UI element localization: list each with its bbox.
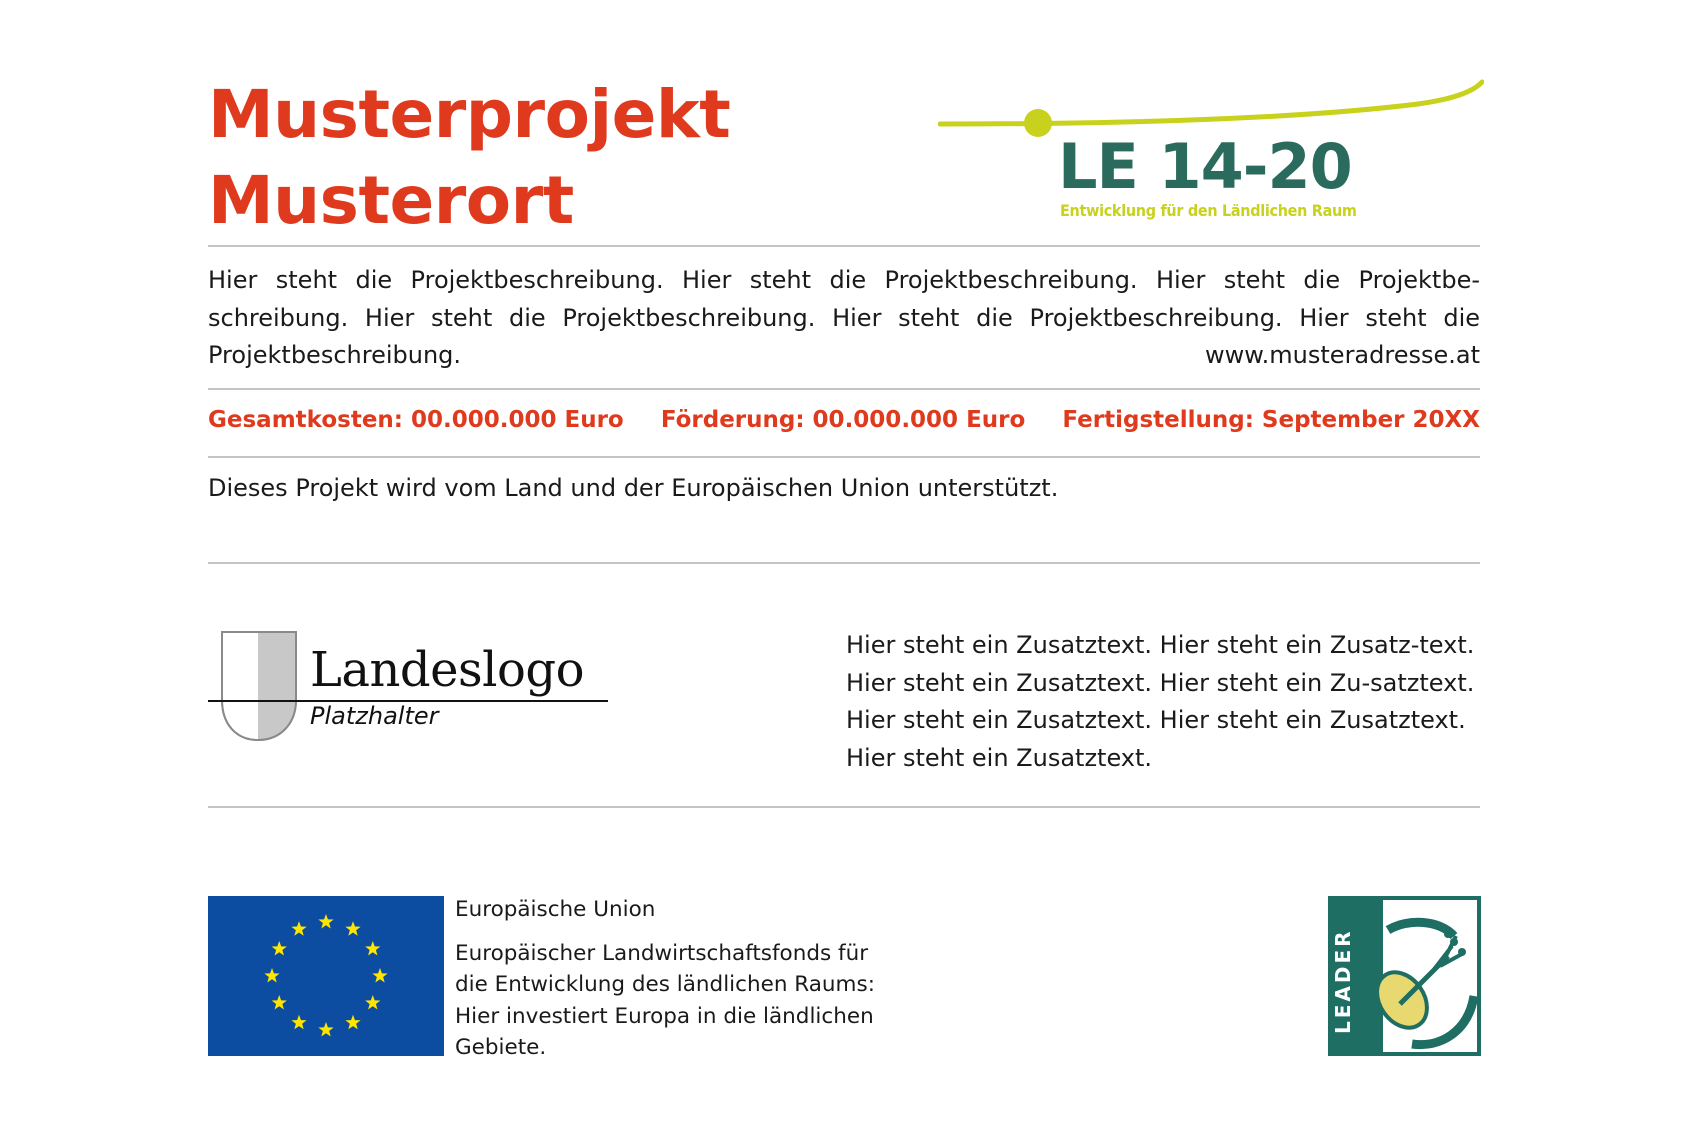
project-title [208,72,730,244]
divider-5 [208,806,1480,808]
eu-text-line1: Europäischer Landwirtschaftsfonds für [455,940,869,966]
project-title-line2: Musterort [208,162,574,239]
cost-summary [208,407,1480,433]
description-text: Hier steht die Projektbeschreibung. Hier steht die Projektbeschreibung. Hier steht die Projektbe-schreibung. Hier steht die Projektbeschreibung. Hier steht die Projektbeschreibung. Hier steht die Projektbeschreibung. [208,266,1480,369]
project-title-line1: Musterprojekt [208,76,731,153]
state-logo-name: Landeslogo [310,642,585,698]
eu-text-line2: die Entwicklung des ländlichen Raums: [455,972,875,997]
shield-icon [208,626,308,744]
divider-2 [208,388,1480,390]
eu-funding-text [455,894,875,1064]
divider-3 [208,456,1480,458]
eu-name: Europäische Union [455,897,656,922]
project-url[interactable]: www.musteradresse.at [1204,341,1480,369]
eu-flag-icon [208,896,444,1056]
additional-text: Hier steht ein Zusatztext. Hier steht ein Zusatz-text. Hier steht ein Zusatztext. Hier steht ein Zu-satztext. Hier steht ein Zusatztext. Hier steht ein Zusatztext. Hier steht ein Zusatztext. [846,631,1475,772]
divider-4 [208,562,1480,564]
divider-1 [208,245,1480,247]
funding-amount: Förderung: 00.000.000 Euro [660,407,1026,433]
le-14-20-logo [938,72,1484,232]
leader-logo [1328,896,1481,1056]
leader-label: LEADER [1331,928,1355,1034]
le-logo-subtitle: Entwicklung für den Ländlichen Raum [1060,201,1357,220]
le-logo-text: LE 14-20 [1058,130,1352,203]
state-logo [208,632,618,750]
support-statement: Dieses Projekt wird vom Land und der Europäischen Union unterstützt. [208,474,1059,502]
eu-text-line3: Hier investiert Europa in die ländlichen [455,1003,874,1029]
completion-date: Fertigstellung: September 20XX [1062,407,1480,433]
project-description [208,262,1480,375]
state-logo-subtitle: Platzhalter [310,702,439,730]
leader-emblem-icon [1328,896,1481,1056]
eu-text-line4: Gebiete. [455,1035,547,1060]
total-costs: Gesamtkosten: 00.000.000 Euro [208,407,624,433]
